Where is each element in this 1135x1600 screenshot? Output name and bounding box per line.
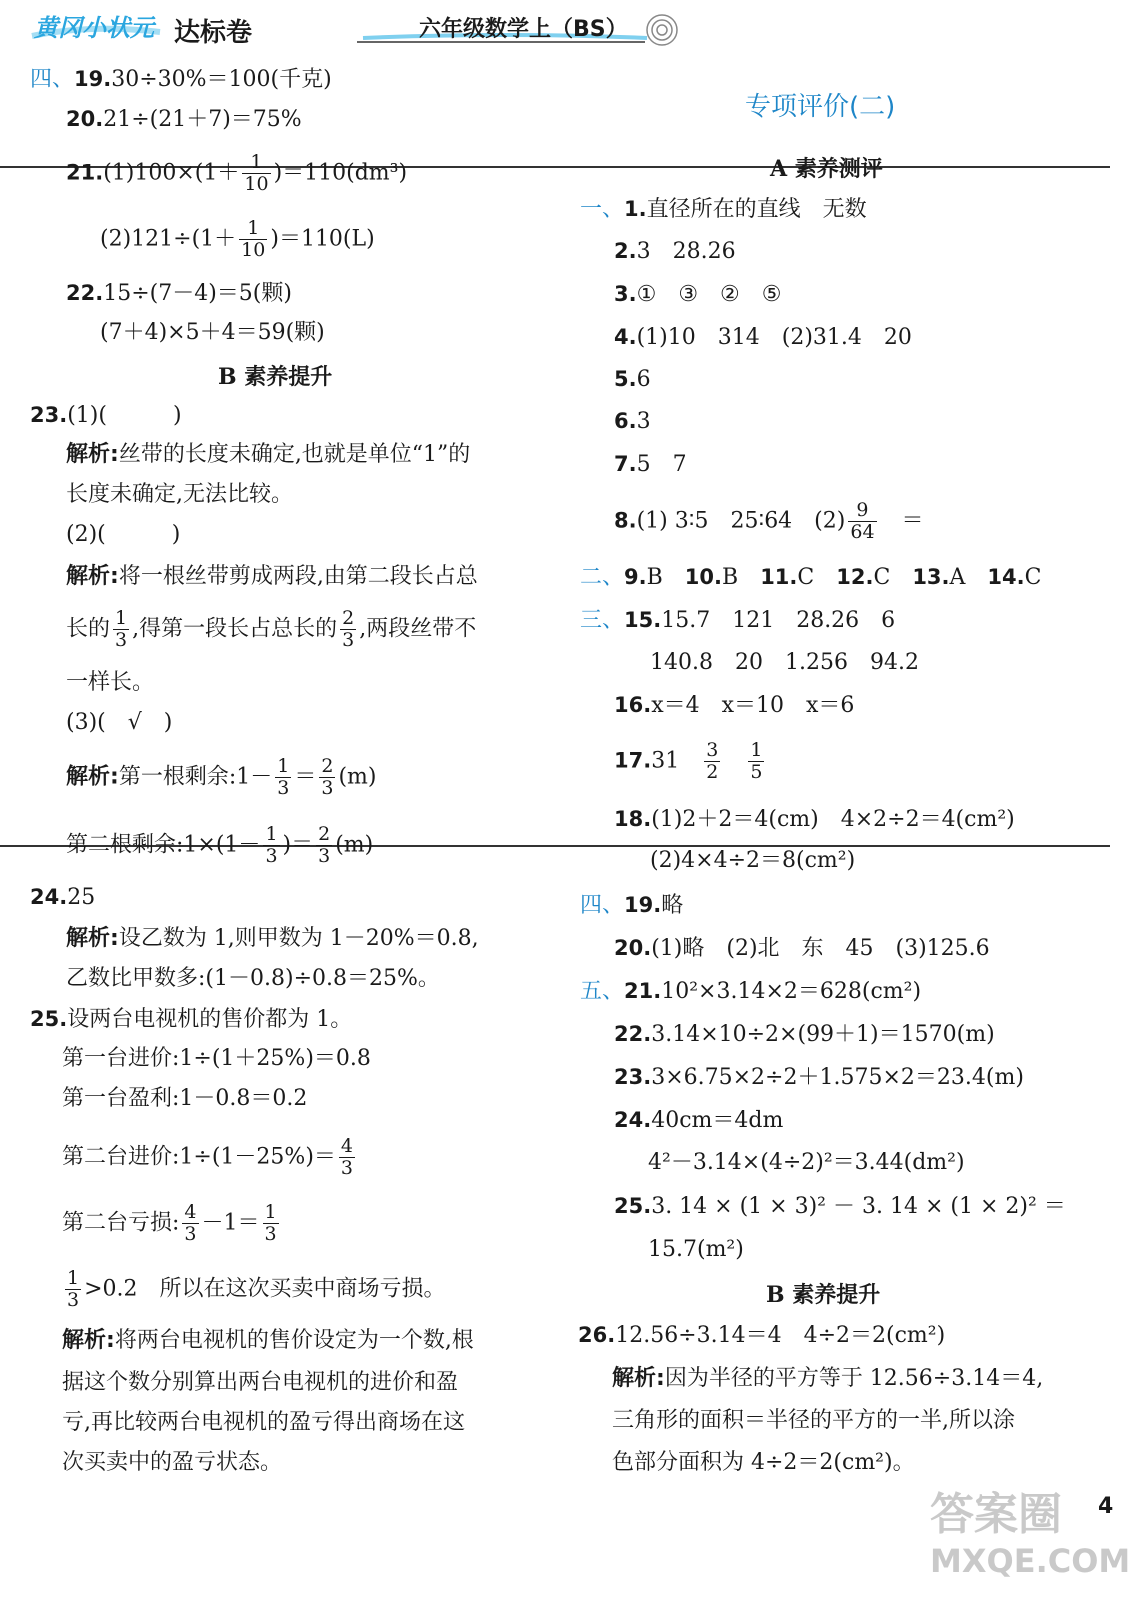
analysis-q23-2-line3: 一样长。 bbox=[66, 670, 155, 695]
answer-q25-line4: 第二台亏损: $\frac{4}{3}$ －1＝ $\frac{1}{3}$ bbox=[62, 1201, 277, 1245]
analysis-q26: 解析:因为半径的平方等于 12.56÷3.14＝4, bbox=[612, 1366, 1044, 1391]
analysis-q23-1-line2: 长度未确定,无法比较。 bbox=[66, 482, 293, 507]
answer-q24: 24.25 bbox=[30, 885, 96, 910]
answer-right-q25: 25.3. 14 × (1 × 3)² － 3. 14 × (1 × 2)² ＝ bbox=[614, 1194, 1066, 1219]
answer-q3: 3.① ③ ② ⑤ bbox=[614, 282, 782, 307]
answer-q25-line2: 第一台盈利:1－0.8＝0.2 bbox=[62, 1086, 308, 1111]
series-title: 达标卷 bbox=[174, 18, 253, 48]
fraction: $\frac{1}{3}$ bbox=[265, 823, 278, 867]
answer-q23-2: (2)( ) bbox=[66, 522, 181, 547]
answer-q25-line1: 第一台进价:1÷(1＋25%)＝0.8 bbox=[62, 1046, 371, 1071]
fraction: $\frac{2}{3}$ bbox=[321, 755, 334, 799]
watermark bbox=[930, 1478, 1130, 1596]
analysis-q23-3: 解析:第一根剩余:1－ $\frac{1}{3}$ ＝ $\frac{2}{3}$ (m) bbox=[66, 755, 377, 799]
answer-q15-line2: 140.8 20 1.256 94.2 bbox=[650, 650, 919, 675]
answer-q22-1: 22.15÷(7－4)＝5(颗) bbox=[66, 281, 292, 306]
answer-q22-2: (7＋4)×5＋4＝59(颗) bbox=[100, 320, 325, 345]
analysis-q25-line4: 次买卖中的盈亏状态。 bbox=[62, 1450, 283, 1475]
fraction: $\frac{1}{3}$ bbox=[277, 755, 290, 799]
answer-q5: 5.6 bbox=[614, 367, 651, 392]
fraction: $\frac{2}{3}$ bbox=[342, 607, 355, 651]
answer-right-q23: 23.3×6.75×2÷2＋1.575×2＝23.4(m) bbox=[614, 1065, 1024, 1090]
answer-q17: 17.31 $\frac{3}{2}$ $\frac{1}{5}$ bbox=[614, 739, 763, 783]
fraction: $\frac{4}{3}$ bbox=[340, 1135, 353, 1179]
brand-logo bbox=[30, 6, 165, 44]
analysis-q24: 解析:设乙数为 1,则甲数为 1－20%＝0.8, bbox=[66, 926, 479, 951]
answer-q19: 四、19.30÷30%＝100(千克) bbox=[30, 67, 332, 92]
fraction: $\frac{1}{3}$ bbox=[115, 607, 128, 651]
fraction: $\frac{1}{10}$ bbox=[244, 151, 269, 195]
answer-q6: 6.3 bbox=[614, 409, 651, 434]
section-title: 专项评价(二) bbox=[745, 92, 896, 122]
fraction: $\frac{2}{3}$ bbox=[318, 823, 331, 867]
answer-q2: 2.3 28.26 bbox=[614, 239, 736, 264]
answer-q18-line2: (2)4×4÷2＝8(cm²) bbox=[650, 848, 856, 873]
answer-right-q20: 20.(1)略 (2)北 东 45 (3)125.6 bbox=[614, 936, 990, 961]
answer-q16: 16.x＝4 x＝10 x＝6 bbox=[614, 693, 855, 718]
answer-q25-line3: 第二台进价:1÷(1－25%)＝ $\frac{4}{3}$ bbox=[62, 1135, 353, 1179]
analysis-q23-2-line2: 长的 $\frac{1}{3}$ ,得第一段长占总长的 $\frac{2}{3}$ ,两段丝带不 bbox=[66, 607, 477, 651]
fraction: $\frac{1}{3}$ bbox=[67, 1267, 80, 1311]
watermark-top: 答案圈 bbox=[930, 1489, 1062, 1540]
answer-q25-line5: $\frac{1}{3}$ >0.2 所以在这次买卖中商场亏损。 bbox=[67, 1267, 446, 1311]
section-a-heading: A 素养测评 bbox=[770, 156, 883, 182]
answer-q20: 20.21÷(21＋7)＝75% bbox=[66, 107, 302, 132]
analysis-q23-1: 解析:丝带的长度未确定,也就是单位“1”的 bbox=[66, 442, 471, 467]
analysis-q25: 解析:将两台电视机的售价设定为一个数,根 bbox=[62, 1328, 474, 1353]
answer-right-q24: 24.40cm＝4dm bbox=[614, 1108, 784, 1133]
answer-q21-2: (2)121÷(1＋ $\frac{1}{10}$ )＝110(L) bbox=[100, 217, 375, 261]
analysis-q23-3-line2: 第二根剩余:1×(1－ $\frac{1}{3}$ )＝ $\frac{2}{3}$ (m) bbox=[66, 823, 374, 867]
analysis-q24-line2: 乙数比甲数多:(1－0.8)÷0.8＝25%。 bbox=[66, 966, 440, 991]
section-b-heading-right: B 素养提升 bbox=[766, 1282, 881, 1308]
analysis-q25-line3: 亏,再比较两台电视机的盈亏得出商场在这 bbox=[62, 1410, 465, 1435]
answer-q23-1: 23.(1)( ) bbox=[30, 403, 182, 428]
brand-text: 黄冈小状元 bbox=[34, 14, 154, 42]
answer-q4: 4.(1)10 314 (2)31.4 20 bbox=[614, 325, 912, 350]
answer-right-q24-line2: 4²－3.14×(4÷2)²＝3.44(dm²) bbox=[648, 1150, 965, 1175]
section-b-heading-left: B 素养提升 bbox=[218, 364, 333, 390]
fraction: $\frac{9}{64}$ bbox=[850, 499, 875, 543]
answer-q26: 26.12.56÷3.14＝4 4÷2＝2(cm²) bbox=[578, 1323, 946, 1348]
answer-q8: 8.(1) 3∶5 25∶64 (2) $\frac{9}{64}$ ＝ bbox=[614, 499, 924, 543]
fraction: $\frac{1}{3}$ bbox=[264, 1201, 277, 1245]
answer-right-q25-line2: 15.7(m²) bbox=[648, 1237, 744, 1262]
answer-right-q19: 四、19.略 bbox=[580, 893, 684, 918]
fraction: $\frac{3}{2}$ bbox=[706, 739, 719, 783]
answer-q1: 一、1.直径所在的直线 无数 bbox=[580, 197, 867, 222]
answer-q7: 7.5 7 bbox=[614, 452, 687, 477]
answer-q23-3: (3)( √ ) bbox=[66, 710, 173, 735]
subject-text: 六年级数学上（BS） bbox=[419, 17, 628, 42]
answer-q15: 三、15.15.7 121 28.26 6 bbox=[580, 608, 896, 633]
answer-q21-1: 21.(1)100×(1＋ $\frac{1}{10}$ )＝110(dm³) bbox=[66, 151, 408, 195]
analysis-q26-line2: 三角形的面积＝半径的平方的一半,所以涂 bbox=[612, 1408, 1015, 1433]
watermark-bottom: MXQE.COM bbox=[930, 1542, 1131, 1580]
subject-banner bbox=[355, 8, 685, 48]
answer-q9-14: 二、9.B 10.B 11.C 12.C 13.A 14.C bbox=[580, 565, 1042, 590]
answer-right-q22: 22.3.14×10÷2×(99＋1)＝1570(m) bbox=[614, 1022, 995, 1047]
fraction: $\frac{1}{10}$ bbox=[241, 217, 266, 261]
fraction: $\frac{4}{3}$ bbox=[184, 1201, 197, 1245]
page-number: 4 bbox=[1098, 1494, 1114, 1519]
answer-q18: 18.(1)2＋2＝4(cm) 4×2÷2＝4(cm²) bbox=[614, 807, 1015, 832]
answer-q25: 25.设两台电视机的售价都为 1。 bbox=[30, 1007, 353, 1032]
analysis-q23-2: 解析:将一根丝带剪成两段,由第二段长占总 bbox=[66, 564, 478, 589]
fraction: $\frac{1}{5}$ bbox=[750, 739, 763, 783]
analysis-q26-line3: 色部分面积为 4÷2＝2(cm²)。 bbox=[612, 1450, 915, 1475]
answer-right-q21: 五、21.10²×3.14×2＝628(cm²) bbox=[580, 979, 922, 1004]
analysis-q25-line2: 据这个数分别算出两台电视机的进价和盈 bbox=[62, 1370, 459, 1395]
